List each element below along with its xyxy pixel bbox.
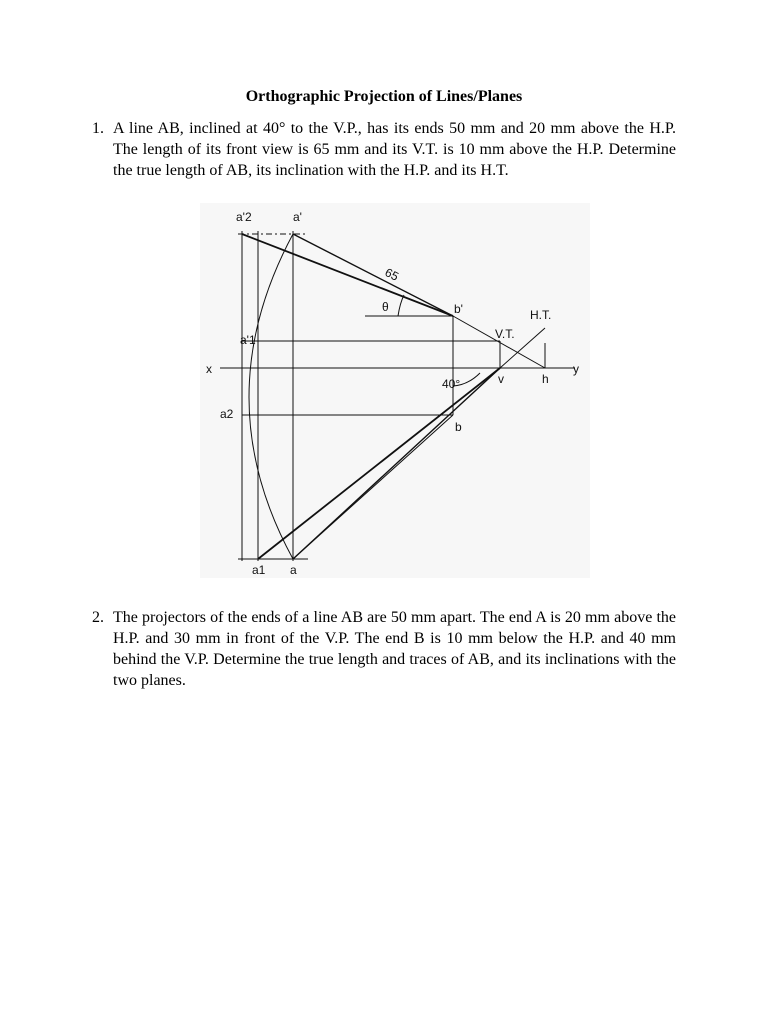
page-title: Orthographic Projection of Lines/Planes — [245, 88, 523, 105]
label-h: h — [542, 372, 549, 386]
label-y: y — [573, 362, 579, 376]
label-a1-prime: a'1 — [240, 333, 256, 347]
extension-to-h — [453, 316, 545, 368]
top-view-line — [293, 368, 500, 559]
label-a2: a2 — [220, 407, 234, 421]
swing-arc — [249, 234, 293, 559]
true-length-top — [258, 368, 500, 559]
question-text: A line AB, inclined at 40° to the V.P., has its ends 50 mm and 20 mm above the H.P. The length of its front view is 65 mm and its V.T. is 10 mm above the H.P. Determine the true length of AB, its inclination with the H.P. and its H.T. — [113, 120, 676, 179]
theta-arc — [398, 295, 404, 316]
label-vt: V.T. — [495, 327, 515, 341]
question-number: 1. — [92, 120, 104, 137]
front-view-line — [293, 234, 453, 316]
label-a: a — [290, 563, 297, 577]
label-a-prime: a' — [293, 210, 302, 224]
label-ht: H.T. — [530, 308, 552, 322]
label-a1: a1 — [252, 563, 266, 577]
label-a2-prime: a'2 — [236, 210, 252, 224]
projection-drawing — [200, 203, 590, 578]
projection-diagram — [200, 203, 590, 578]
question-number: 2. — [92, 609, 104, 626]
label-b-prime: b' — [454, 302, 463, 316]
label-theta: θ — [382, 300, 389, 314]
question-text: The projectors of the ends of a line AB are 50 mm apart. The end A is 20 mm above the H.P. and 30 mm in front of the V.P. The end B is 10 mm below the H.P. and 40 mm behind the V.P. Determine the true length and traces of AB, and its inclinations with the two planes. — [113, 609, 676, 689]
question-2 — [92, 607, 676, 691]
vt-connector — [293, 415, 453, 559]
label-v: v — [498, 372, 504, 386]
label-x: x — [206, 362, 212, 376]
question-1 — [92, 118, 676, 181]
label-angle: 40° — [442, 377, 461, 391]
label-b: b — [455, 420, 462, 434]
label-length: 65 — [382, 265, 401, 284]
